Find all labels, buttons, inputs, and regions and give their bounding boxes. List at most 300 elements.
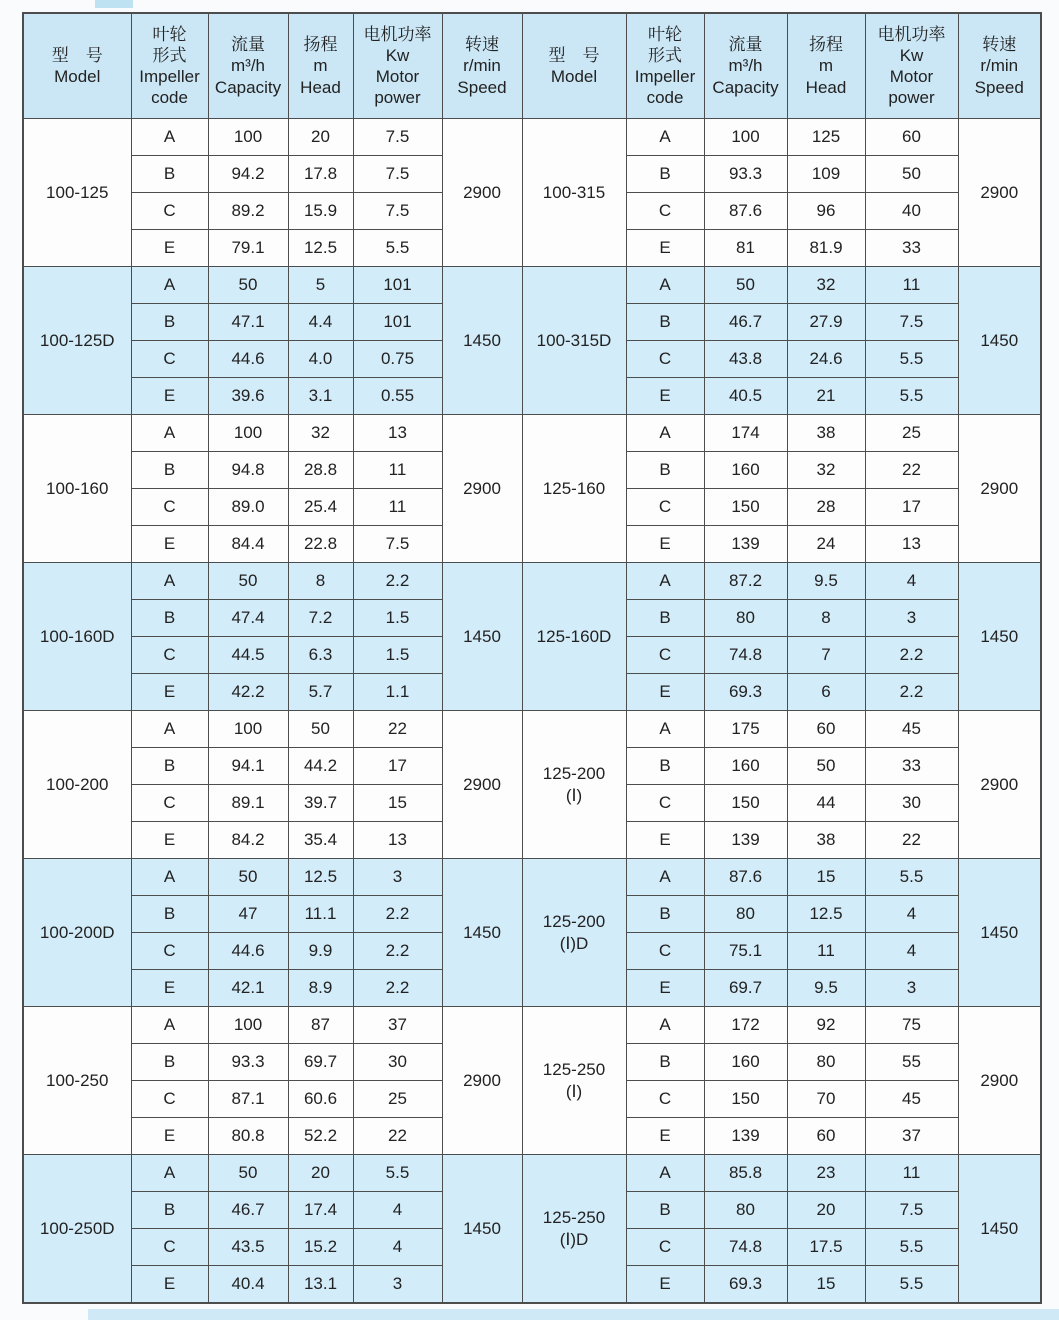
power-cell-right: 11 (865, 267, 958, 304)
power-cell-left: 11 (353, 452, 442, 489)
capacity-cell-right: 80 (704, 600, 787, 637)
text-line: 125-250 (542, 1208, 606, 1228)
page-edge-strip-bottom (88, 1309, 1059, 1320)
power-cell-left: 13 (353, 822, 442, 859)
power-cell-right: 7.5 (865, 304, 958, 341)
capacity-cell-left: 42.1 (208, 970, 288, 1007)
table-row (23, 563, 1041, 600)
power-cell-left: 5.5 (353, 230, 442, 267)
capacity-cell-right: 46.7 (704, 304, 787, 341)
text-line: Model (54, 67, 101, 86)
power-cell-right: 2.2 (865, 674, 958, 711)
table-row (23, 415, 1041, 452)
power-cell-left: 17 (353, 748, 442, 785)
head-cell-left: 15.9 (288, 193, 353, 230)
head-cell-left: 4.4 (288, 304, 353, 341)
power-cell-left: 22 (353, 711, 442, 748)
text-line: code (151, 88, 188, 108)
text-line: 100-315 (542, 182, 606, 202)
text-line: 形式 (648, 45, 682, 65)
head-cell-right: 11 (787, 933, 865, 970)
model-cell-left (23, 1007, 131, 1155)
capacity-cell-left: 44.5 (208, 637, 288, 674)
text-line: 125-200 (542, 912, 606, 932)
speed-cell-left: 2900 (442, 1007, 522, 1155)
capacity-cell-left: 87.1 (208, 1081, 288, 1118)
capacity-cell-left: 89.0 (208, 489, 288, 526)
text-line: Speed (457, 77, 507, 97)
speed-cell-right: 2900 (958, 1007, 1041, 1155)
model-cell-left (23, 415, 131, 563)
capacity-cell-left: 93.3 (208, 1044, 288, 1081)
head-cell-right: 12.5 (787, 896, 865, 933)
impeller-code-cell-left: C (131, 193, 208, 230)
impeller-code-cell-left: C (131, 1229, 208, 1266)
header-power-left (353, 13, 442, 119)
speed-cell-left: 1450 (442, 859, 522, 1007)
impeller-code-cell-left: B (131, 1192, 208, 1229)
power-cell-right: 33 (865, 230, 958, 267)
head-cell-left: 3.1 (288, 378, 353, 415)
head-cell-left: 28.8 (288, 452, 353, 489)
speed-cell-left: 2900 (442, 711, 522, 859)
power-cell-left: 13 (353, 415, 442, 452)
impeller-code-cell-right: B (626, 896, 704, 933)
head-cell-left: 17.4 (288, 1192, 353, 1229)
head-cell-left: 20 (288, 119, 353, 156)
power-cell-right: 4 (865, 896, 958, 933)
power-cell-left: 7.5 (353, 526, 442, 563)
table-row (23, 1155, 1041, 1192)
speed-cell-left: 1450 (442, 267, 522, 415)
impeller-code-cell-right: A (626, 1007, 704, 1044)
header-model-left (23, 13, 131, 119)
header-head-right (787, 13, 865, 119)
table-row (23, 119, 1041, 156)
speed-cell-right: 2900 (958, 415, 1041, 563)
impeller-code-cell-left: E (131, 378, 208, 415)
text-line: (Ⅰ)D (559, 1229, 589, 1249)
impeller-code-cell-right: A (626, 267, 704, 304)
impeller-code-cell-left: E (131, 230, 208, 267)
power-cell-right: 45 (865, 1081, 958, 1118)
impeller-code-cell-left: E (131, 1266, 208, 1304)
capacity-cell-right: 69.7 (704, 970, 787, 1007)
text-line: Head (300, 77, 341, 97)
capacity-cell-right: 139 (704, 822, 787, 859)
head-cell-right: 70 (787, 1081, 865, 1118)
header-capacity-left (208, 13, 288, 119)
text-line: 电机功率 (363, 24, 432, 44)
impeller-code-cell-left: B (131, 748, 208, 785)
head-cell-right: 96 (787, 193, 865, 230)
head-cell-left: 13.1 (288, 1266, 353, 1304)
header-power-right (865, 13, 958, 119)
text-line: Kw (385, 45, 410, 65)
power-cell-left: 2.2 (353, 563, 442, 600)
head-cell-left: 6.3 (288, 637, 353, 674)
impeller-code-cell-right: A (626, 415, 704, 452)
power-cell-left: 1.5 (353, 600, 442, 637)
text-line: 100-200D (39, 922, 115, 942)
capacity-cell-right: 87.6 (704, 193, 787, 230)
text-line: 型 号 (548, 45, 600, 65)
model-cell-right (522, 563, 626, 711)
text-line: 扬程 (809, 35, 843, 55)
head-cell-right: 28 (787, 489, 865, 526)
impeller-code-cell-left: B (131, 156, 208, 193)
capacity-cell-right: 81 (704, 230, 787, 267)
speed-cell-left: 2900 (442, 415, 522, 563)
impeller-code-cell-left: A (131, 119, 208, 156)
speed-cell-left: 1450 (442, 563, 522, 711)
impeller-code-cell-left: C (131, 933, 208, 970)
capacity-cell-right: 74.8 (704, 637, 787, 674)
text-line: power (374, 88, 421, 108)
head-cell-right: 38 (787, 415, 865, 452)
capacity-cell-right: 87.2 (704, 563, 787, 600)
model-cell-right (522, 711, 626, 859)
power-cell-left: 4 (353, 1229, 442, 1266)
capacity-cell-left: 50 (208, 267, 288, 304)
text-line: 100-200 (46, 774, 109, 794)
text-line: 125-200 (542, 764, 606, 784)
text-line: 转速 (465, 35, 499, 55)
impeller-code-cell-left: B (131, 600, 208, 637)
head-cell-left: 12.5 (288, 859, 353, 896)
text-line: m³/h (231, 56, 265, 76)
speed-cell-left: 1450 (442, 1155, 522, 1304)
head-cell-left: 32 (288, 415, 353, 452)
capacity-cell-right: 43.8 (704, 341, 787, 378)
capacity-cell-right: 139 (704, 526, 787, 563)
speed-cell-right: 1450 (958, 1155, 1041, 1304)
power-cell-left: 5.5 (353, 1155, 442, 1192)
impeller-code-cell-left: A (131, 563, 208, 600)
text-line: 流量 (231, 35, 265, 55)
model-cell-right (522, 859, 626, 1007)
capacity-cell-left: 47 (208, 896, 288, 933)
power-cell-left: 7.5 (353, 119, 442, 156)
head-cell-left: 11.1 (288, 896, 353, 933)
impeller-code-cell-right: E (626, 970, 704, 1007)
capacity-cell-right: 175 (704, 711, 787, 748)
table-row (23, 711, 1041, 748)
head-cell-right: 32 (787, 452, 865, 489)
impeller-code-cell-left: C (131, 1081, 208, 1118)
text-line: 电机功率 (877, 24, 946, 44)
model-cell-right (522, 119, 626, 267)
capacity-cell-right: 80 (704, 896, 787, 933)
text-line: 100-315D (536, 330, 612, 350)
capacity-cell-right: 139 (704, 1118, 787, 1155)
head-cell-left: 39.7 (288, 785, 353, 822)
head-cell-right: 44 (787, 785, 865, 822)
power-cell-right: 22 (865, 452, 958, 489)
model-cell-left (23, 859, 131, 1007)
impeller-code-cell-left: C (131, 489, 208, 526)
capacity-cell-left: 47.1 (208, 304, 288, 341)
spec-header (23, 13, 1041, 119)
capacity-cell-right: 50 (704, 267, 787, 304)
head-cell-right: 15 (787, 859, 865, 896)
head-cell-left: 5 (288, 267, 353, 304)
power-cell-right: 11 (865, 1155, 958, 1192)
power-cell-left: 0.55 (353, 378, 442, 415)
head-cell-left: 69.7 (288, 1044, 353, 1081)
impeller-code-cell-left: B (131, 452, 208, 489)
capacity-cell-left: 44.6 (208, 341, 288, 378)
capacity-cell-left: 50 (208, 563, 288, 600)
header-model-right (522, 13, 626, 119)
head-cell-right: 15 (787, 1266, 865, 1304)
header-capacity-right (704, 13, 787, 119)
capacity-cell-right: 85.8 (704, 1155, 787, 1192)
spec-body (23, 119, 1041, 1304)
capacity-cell-left: 47.4 (208, 600, 288, 637)
power-cell-left: 101 (353, 304, 442, 341)
head-cell-right: 24 (787, 526, 865, 563)
text-line: Impeller (634, 67, 696, 86)
impeller-code-cell-right: E (626, 1118, 704, 1155)
power-cell-right: 5.5 (865, 859, 958, 896)
power-cell-right: 33 (865, 748, 958, 785)
text-line: power (888, 88, 935, 108)
text-line: m (818, 56, 834, 76)
head-cell-left: 22.8 (288, 526, 353, 563)
head-cell-right: 27.9 (787, 304, 865, 341)
text-line: m (313, 56, 328, 76)
model-cell-left (23, 119, 131, 267)
power-cell-right: 30 (865, 785, 958, 822)
page-edge-fragment-top (95, 0, 133, 8)
header-impeller-right (626, 13, 704, 119)
power-cell-right: 5.5 (865, 341, 958, 378)
head-cell-right: 8 (787, 600, 865, 637)
power-cell-right: 37 (865, 1118, 958, 1155)
head-cell-right: 125 (787, 119, 865, 156)
text-line: Head (805, 77, 847, 97)
text-line: (Ⅰ) (565, 785, 583, 805)
impeller-code-cell-right: E (626, 526, 704, 563)
impeller-code-cell-right: A (626, 119, 704, 156)
model-cell-right (522, 267, 626, 415)
text-line: 叶轮 (152, 24, 187, 44)
capacity-cell-left: 94.2 (208, 156, 288, 193)
power-cell-left: 3 (353, 859, 442, 896)
text-line: Impeller (139, 67, 200, 86)
impeller-code-cell-right: B (626, 156, 704, 193)
head-cell-left: 50 (288, 711, 353, 748)
impeller-code-cell-right: B (626, 1044, 704, 1081)
head-cell-left: 8.9 (288, 970, 353, 1007)
text-line: 100-125 (46, 182, 109, 202)
text-line: r/min (980, 56, 1019, 76)
impeller-code-cell-right: C (626, 489, 704, 526)
impeller-code-cell-left: A (131, 711, 208, 748)
impeller-code-cell-left: E (131, 970, 208, 1007)
head-cell-left: 8 (288, 563, 353, 600)
header-impeller-left (131, 13, 208, 119)
capacity-cell-right: 69.3 (704, 1266, 787, 1304)
power-cell-left: 2.2 (353, 970, 442, 1007)
text-line: 100-160 (46, 478, 109, 498)
power-cell-right: 25 (865, 415, 958, 452)
table-row (23, 859, 1041, 896)
capacity-cell-right: 87.6 (704, 859, 787, 896)
power-cell-right: 5.5 (865, 1266, 958, 1304)
power-cell-right: 22 (865, 822, 958, 859)
capacity-cell-left: 94.1 (208, 748, 288, 785)
speed-cell-right: 1450 (958, 859, 1041, 1007)
head-cell-right: 92 (787, 1007, 865, 1044)
impeller-code-cell-left: E (131, 822, 208, 859)
capacity-cell-left: 100 (208, 1007, 288, 1044)
text-line: (Ⅰ) (565, 1081, 583, 1101)
speed-cell-right: 1450 (958, 563, 1041, 711)
text-line: Capacity (712, 77, 779, 97)
head-cell-left: 60.6 (288, 1081, 353, 1118)
text-line: 流量 (728, 35, 763, 55)
power-cell-left: 3 (353, 1266, 442, 1304)
head-cell-left: 17.8 (288, 156, 353, 193)
head-cell-right: 60 (787, 711, 865, 748)
text-line: 125-250 (542, 1060, 606, 1080)
impeller-code-cell-right: A (626, 859, 704, 896)
head-cell-left: 87 (288, 1007, 353, 1044)
text-line: 100-250D (39, 1218, 115, 1238)
text-line: r/min (463, 56, 501, 76)
power-cell-right: 75 (865, 1007, 958, 1044)
text-line: Motor (375, 67, 420, 86)
impeller-code-cell-right: C (626, 785, 704, 822)
text-line: Kw (899, 45, 924, 65)
head-cell-left: 12.5 (288, 230, 353, 267)
head-cell-right: 32 (787, 267, 865, 304)
head-cell-left: 5.7 (288, 674, 353, 711)
head-cell-left: 9.9 (288, 933, 353, 970)
capacity-cell-right: 150 (704, 785, 787, 822)
capacity-cell-right: 100 (704, 119, 787, 156)
text-line: 100-160D (39, 626, 115, 646)
header-speed-right (958, 13, 1041, 119)
impeller-code-cell-left: A (131, 1007, 208, 1044)
impeller-code-cell-right: C (626, 637, 704, 674)
head-cell-right: 109 (787, 156, 865, 193)
text-line: Speed (974, 77, 1024, 97)
head-cell-right: 17.5 (787, 1229, 865, 1266)
model-cell-right (522, 1155, 626, 1304)
impeller-code-cell-right: C (626, 933, 704, 970)
head-cell-right: 23 (787, 1155, 865, 1192)
model-cell-left (23, 563, 131, 711)
header-speed-left (442, 13, 522, 119)
capacity-cell-left: 50 (208, 859, 288, 896)
impeller-code-cell-right: E (626, 1266, 704, 1304)
power-cell-left: 11 (353, 489, 442, 526)
pump-spec-table (22, 12, 1042, 1304)
power-cell-left: 2.2 (353, 896, 442, 933)
power-cell-right: 2.2 (865, 637, 958, 674)
speed-cell-left: 2900 (442, 119, 522, 267)
head-cell-right: 38 (787, 822, 865, 859)
power-cell-right: 40 (865, 193, 958, 230)
capacity-cell-left: 89.1 (208, 785, 288, 822)
capacity-cell-right: 174 (704, 415, 787, 452)
power-cell-left: 37 (353, 1007, 442, 1044)
power-cell-right: 7.5 (865, 1192, 958, 1229)
text-line: 形式 (152, 45, 187, 65)
power-cell-right: 45 (865, 711, 958, 748)
impeller-code-cell-left: A (131, 1155, 208, 1192)
head-cell-right: 60 (787, 1118, 865, 1155)
header-head-left (288, 13, 353, 119)
power-cell-right: 3 (865, 600, 958, 637)
head-cell-left: 52.2 (288, 1118, 353, 1155)
power-cell-right: 3 (865, 970, 958, 1007)
impeller-code-cell-left: B (131, 896, 208, 933)
capacity-cell-left: 39.6 (208, 378, 288, 415)
capacity-cell-left: 100 (208, 711, 288, 748)
capacity-cell-left: 44.6 (208, 933, 288, 970)
text-line: Capacity (214, 77, 282, 97)
head-cell-left: 25.4 (288, 489, 353, 526)
power-cell-right: 50 (865, 156, 958, 193)
power-cell-right: 17 (865, 489, 958, 526)
impeller-code-cell-right: E (626, 822, 704, 859)
impeller-code-cell-right: A (626, 563, 704, 600)
capacity-cell-right: 150 (704, 489, 787, 526)
capacity-cell-left: 100 (208, 119, 288, 156)
impeller-code-cell-right: B (626, 452, 704, 489)
power-cell-left: 30 (353, 1044, 442, 1081)
head-cell-right: 24.6 (787, 341, 865, 378)
capacity-cell-right: 75.1 (704, 933, 787, 970)
capacity-cell-left: 84.4 (208, 526, 288, 563)
power-cell-right: 5.5 (865, 1229, 958, 1266)
power-cell-left: 101 (353, 267, 442, 304)
capacity-cell-right: 74.8 (704, 1229, 787, 1266)
impeller-code-cell-left: E (131, 1118, 208, 1155)
capacity-cell-left: 80.8 (208, 1118, 288, 1155)
head-cell-right: 21 (787, 378, 865, 415)
impeller-code-cell-right: E (626, 378, 704, 415)
head-cell-right: 9.5 (787, 970, 865, 1007)
capacity-cell-left: 100 (208, 415, 288, 452)
model-cell-left (23, 711, 131, 859)
capacity-cell-right: 40.5 (704, 378, 787, 415)
power-cell-left: 1.5 (353, 637, 442, 674)
impeller-code-cell-right: B (626, 1192, 704, 1229)
model-cell-right (522, 1007, 626, 1155)
speed-cell-right: 2900 (958, 711, 1041, 859)
power-cell-left: 2.2 (353, 933, 442, 970)
power-cell-right: 13 (865, 526, 958, 563)
speed-cell-right: 1450 (958, 267, 1041, 415)
power-cell-right: 4 (865, 563, 958, 600)
capacity-cell-left: 84.2 (208, 822, 288, 859)
model-cell-left (23, 1155, 131, 1304)
text-line: 100-125D (39, 330, 115, 350)
power-cell-right: 60 (865, 119, 958, 156)
table-row (23, 267, 1041, 304)
capacity-cell-right: 160 (704, 1044, 787, 1081)
head-cell-left: 7.2 (288, 600, 353, 637)
head-cell-right: 9.5 (787, 563, 865, 600)
capacity-cell-left: 40.4 (208, 1266, 288, 1304)
text-line: (Ⅰ)D (559, 933, 589, 953)
header-row (23, 13, 1041, 119)
